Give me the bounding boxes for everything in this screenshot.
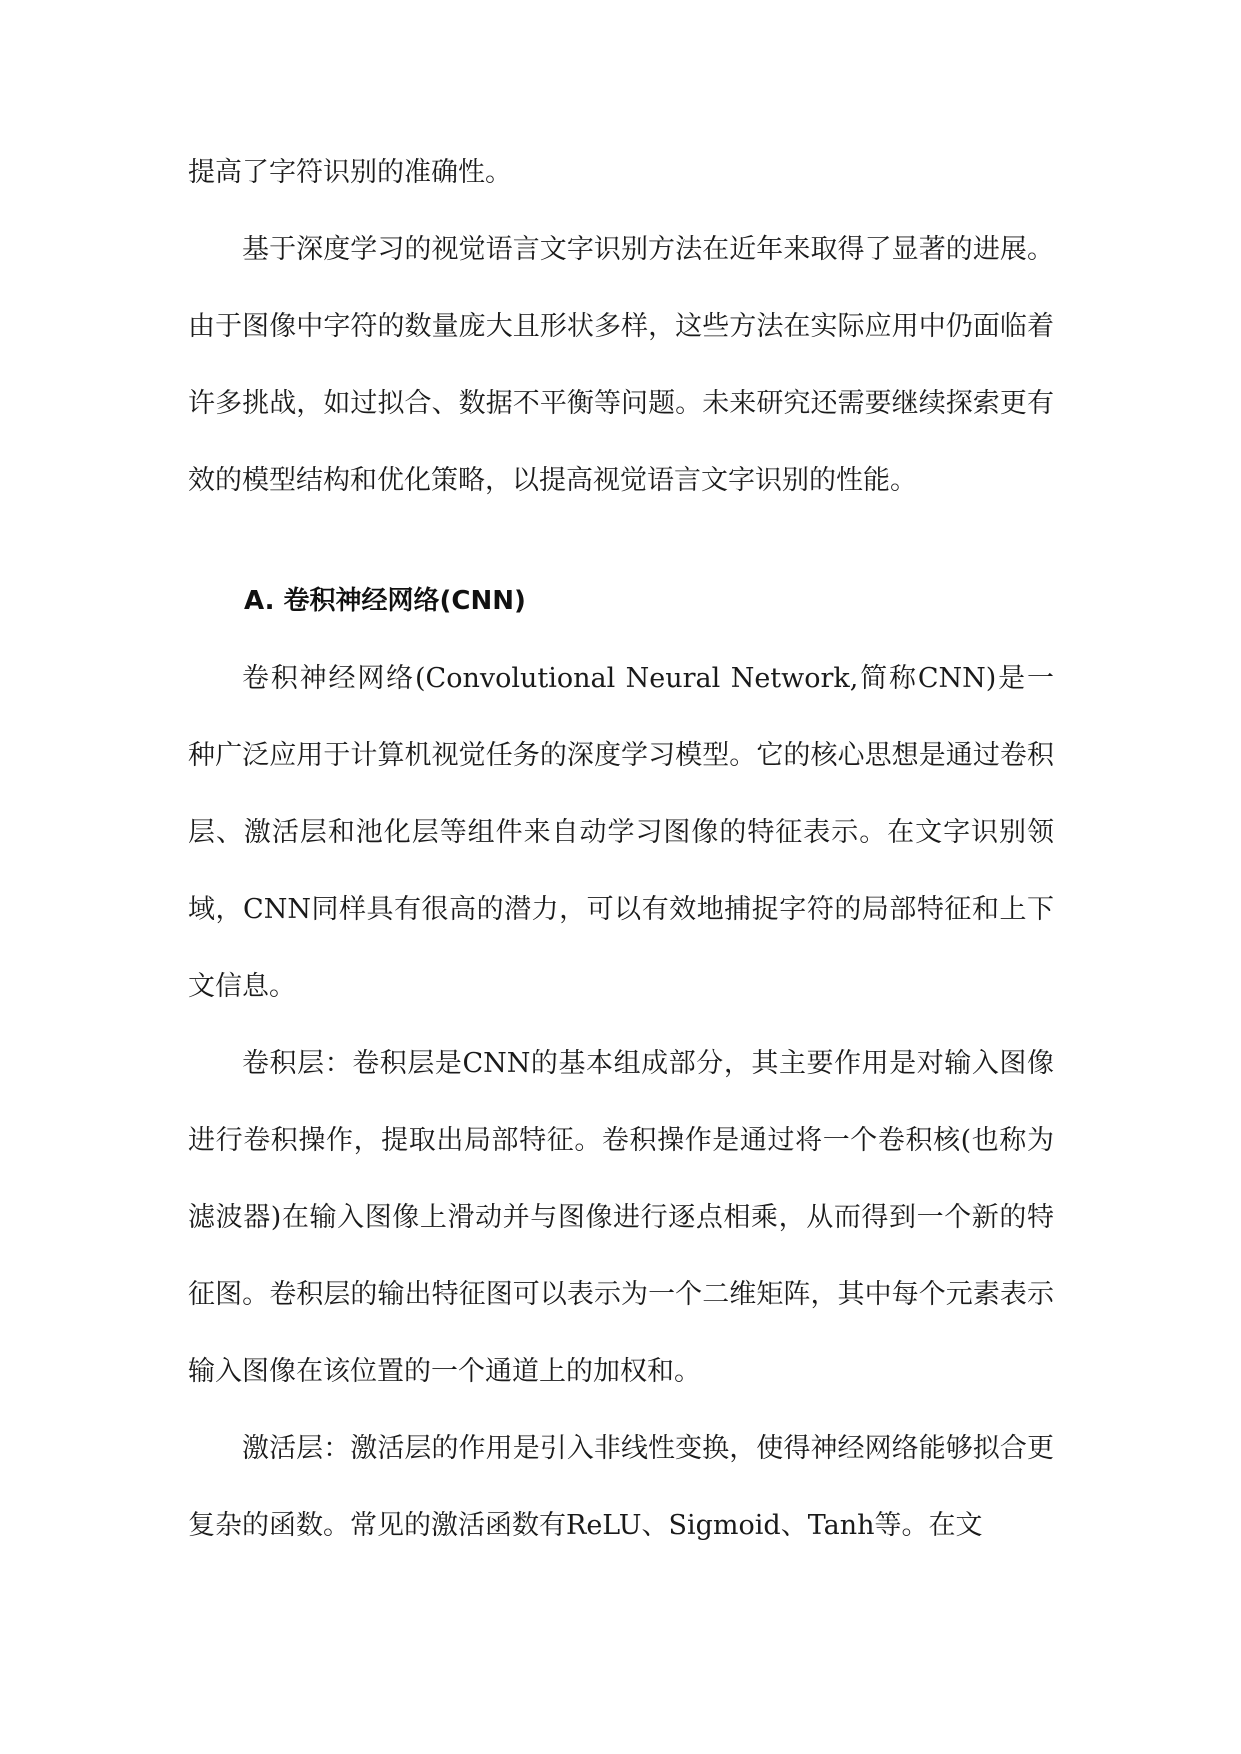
paragraph-conv-layer: 卷积层：卷积层是CNN的基本组成部分，其主要作用是对输入图像进行卷积操作，提取出局部特征。卷积操作是通过将一个卷积核(也称为滤波器)在输入图像上滑动并与图像进行逐点相乘，从而得到一个新的特征图。卷积层的输出特征图可以表示为一个二维矩阵，其中每个元素表示输入图像在该位置的一个通道上的加权和。 [188, 1048, 1054, 1387]
paragraph-summary: 基于深度学习的视觉语言文字识别方法在近年来取得了显著的进展。由于图像中字符的数量庞大且形状多样，这些方法在实际应用中仍面临着许多挑战，如过拟合、数据不平衡等问题。未来研究还需要继续探索更有效的模型结构和优化策略，以提高视觉语言文字识别的性能。 [188, 234, 1054, 496]
paragraph-continuation: 提高了字符识别的准确性。 [188, 157, 512, 188]
section-heading: A. 卷积神经网络(CNN) [244, 586, 526, 616]
paragraph-cnn-intro: 卷积神经网络(Convolutional Neural Network,简称CNN)是一种广泛应用于计算机视觉任务的深度学习模型。它的核心思想是通过卷积层、激活层和池化层等组件来自动学习图像的特征表示。在文字识别领域，CNN同样具有很高的潜力，可以有效地捕捉字符的局部特征和上下文信息。 [188, 663, 1054, 1002]
document-body [188, 134, 1054, 1564]
paragraph-activation-layer: 激活层：激活层的作用是引入非线性变换，使得神经网络能够拟合更复杂的函数。常见的激活函数有ReLU、Sigmoid、Tanh等。在文 [188, 1433, 1054, 1541]
